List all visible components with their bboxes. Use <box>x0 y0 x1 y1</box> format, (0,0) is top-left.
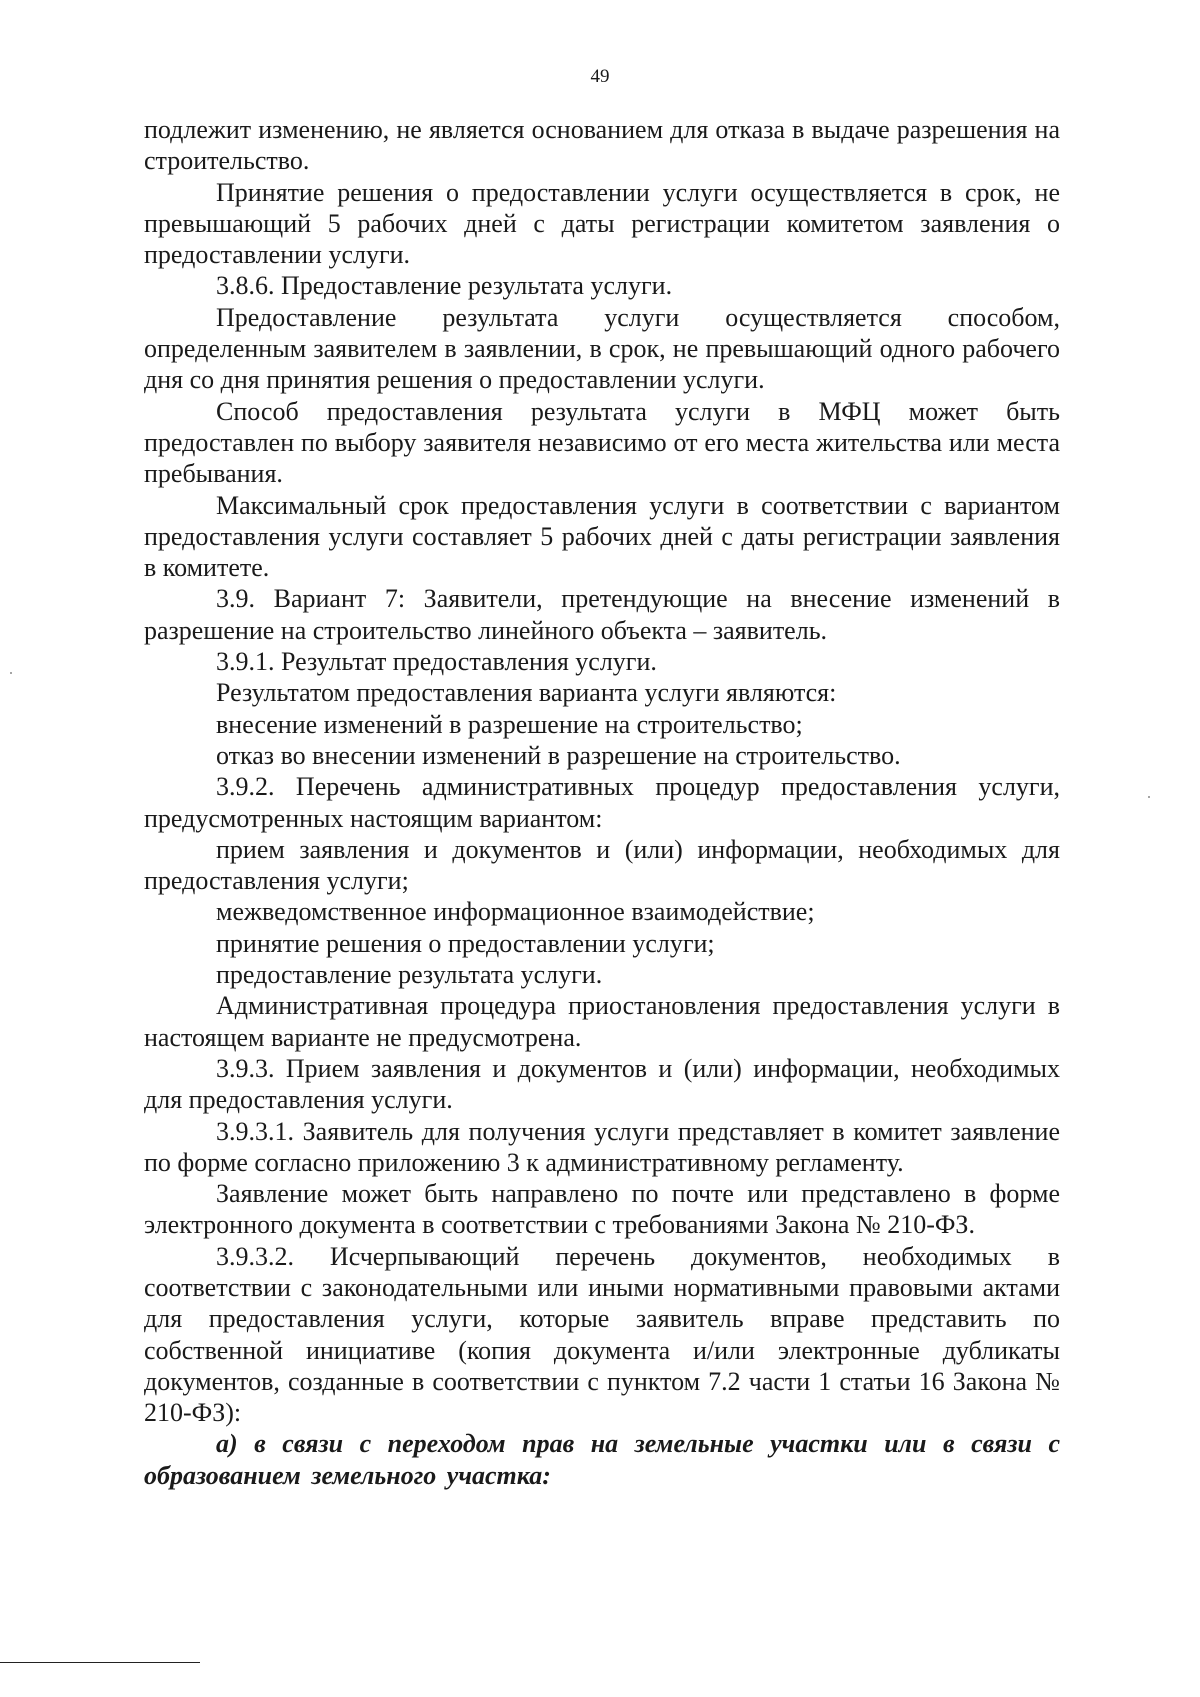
paragraph-result-delivery: Предоставление результата услуги осуществляется способом, определенным заявителем в заявлении, в срок, не превышающий одного рабочего дня со дня принятия решения о предоставлении услуги. <box>144 302 1060 395</box>
list-item-result-changes: внесение изменений в разрешение на строительство; <box>216 709 803 739</box>
heading-3-9-2: 3.9.2. Перечень административных процедур предоставления услуги, предусмотренных настоящим вариантом: <box>144 772 1060 833</box>
heading-3-9-3: 3.9.3. Прием заявления и документов и (или) информации, необходимых для предоставления услуги. <box>144 1053 1060 1115</box>
paragraph-results-intro: Результатом предоставления варианта услуги являются: <box>216 678 837 708</box>
list-item-result-refusal: отказ во внесении изменений в разрешение на строительство. <box>216 740 901 770</box>
footnote-divider <box>0 1662 200 1663</box>
document-body <box>144 114 1060 1491</box>
heading-3-9-variant-7: 3.9. Вариант 7: Заявители, претендующие на внесение изменений в разрешение на строительство линейного объекта – заявитель. <box>144 584 1060 645</box>
paragraph-max-term: Максимальный срок предоставления услуги в соответствии с вариантом предоставления услуги составляет 5 рабочих дней с даты регистрации заявления в комитете. <box>144 490 1060 583</box>
paragraph-continuation: подлежит изменению, не является основанием для отказа в выдаче разрешения на строительство. <box>144 115 1060 176</box>
scan-speck <box>1148 796 1150 798</box>
paragraph-submission-methods: Заявление может быть направлено по почте или представлено в форме электронного документа в соответствии с требованиями Закона № 210-ФЗ. <box>144 1179 1060 1240</box>
list-item-procedure-decision: принятие решения о предоставлении услуги; <box>216 928 715 958</box>
subheading-item-a: а) в связи с переходом прав на земельные участки или в связи с образованием земельного участка: <box>144 1429 1060 1490</box>
scan-speck <box>10 672 12 674</box>
paragraph-decision-deadline: Принятие решения о предоставлении услуги осуществляется в срок, не превышающий 5 рабочих дней с даты регистрации комитетом заявления о предоставлении услуги. <box>144 177 1060 270</box>
list-item-procedure-result: предоставление результата услуги. <box>216 960 603 990</box>
heading-3-9-1: 3.9.1. Результат предоставления услуги. <box>216 647 657 677</box>
page-number: 49 <box>590 66 610 87</box>
paragraph-mfc-method: Способ предоставления результата услуги в МФЦ может быть предоставлен по выбору заявителя независимо от его места жительства или места пребывания. <box>144 396 1060 489</box>
paragraph-3-9-3-2: 3.9.3.2. Исчерпывающий перечень документов, необходимых в соответствии с законодательными или иными нормативными правовыми актами для предоставления услуги, которые заявитель вправе представить по собственной инициативе (копия документа и/или электронные дубликаты документов, созданные в соответствии с пунктом 7.2 части 1 статьи 16 Закона № 210-ФЗ): <box>144 1241 1060 1428</box>
paragraph-no-suspension: Административная процедура приостановления предоставления услуги в настоящем варианте не предусмотрена. <box>144 991 1060 1052</box>
list-item-procedure-interagency: межведомственное информационное взаимодействие; <box>216 897 815 927</box>
heading-3-8-6: 3.8.6. Предоставление результата услуги. <box>216 271 673 301</box>
paragraph-3-9-3-1: 3.9.3.1. Заявитель для получения услуги представляет в комитет заявление по форме согласно приложению 3 к административному регламенту. <box>144 1116 1060 1177</box>
list-item-procedure-intake: прием заявления и документов и (или) информации, необходимых для предоставления услуги; <box>144 834 1060 896</box>
